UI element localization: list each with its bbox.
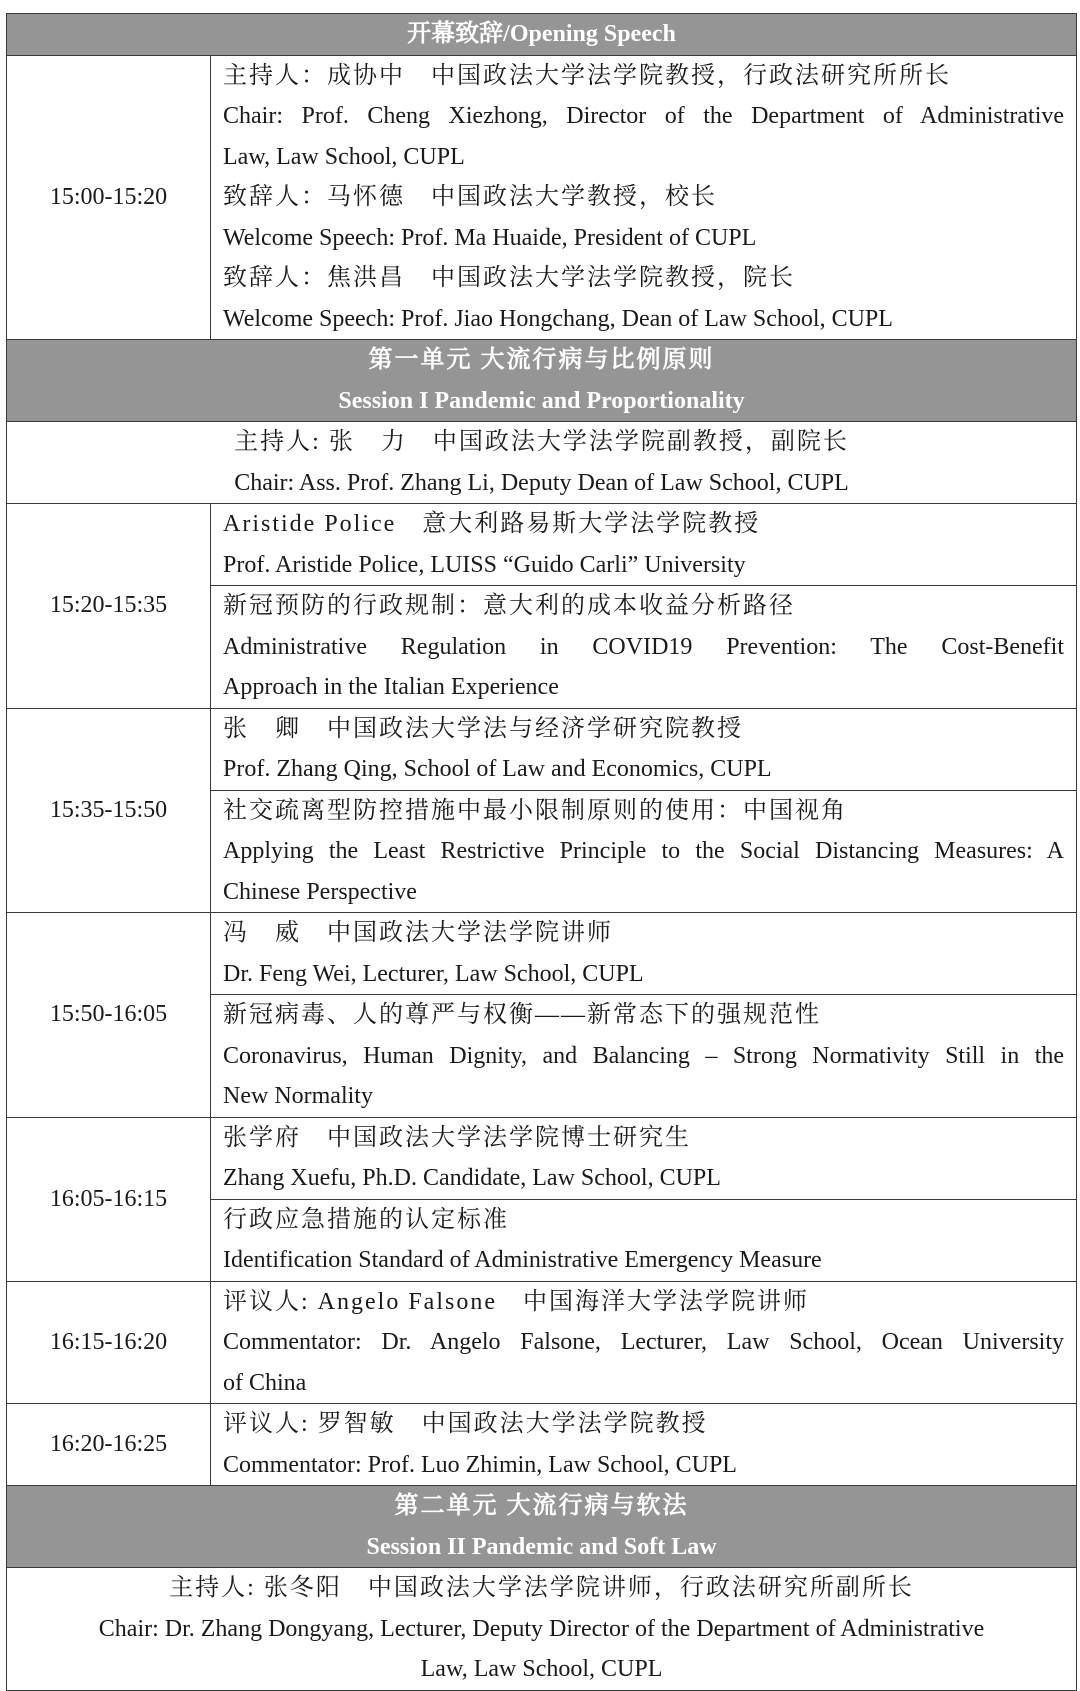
opening-speech1-cn: 致辞人：马怀德 中国政法大学教授，校长 <box>223 184 717 210</box>
session1-chair-row <box>7 422 1077 504</box>
talk-speaker-cn: 张学府 中国政法大学法学院博士研究生 <box>223 1124 691 1151</box>
talk-speaker-en: Prof. Aristide Police, LUISS “Guido Carli” University <box>223 551 746 578</box>
talk-speaker-en: Prof. Zhang Qing, School of Law and Economics, CUPL <box>223 756 772 782</box>
session2-chair-en-1: Chair: Dr. Zhang Dongyang, Lecturer, Deputy Director of the Department of Administrative <box>98 1615 985 1642</box>
talk-title-en-1: Identification Standard of Administrative Emergency Measure <box>223 1247 822 1273</box>
commentator-details <box>211 1281 1077 1404</box>
session1-header-cn: 第一单元 大流行病与比例原则 <box>368 347 715 373</box>
commentator-time: 16:20-16:25 <box>7 1404 211 1486</box>
talk-title-en-2: Chinese Perspective <box>223 878 417 905</box>
commentator-en-1: Commentator: Dr. Angelo Falsone, Lecturer, Law School, Ocean University <box>223 1329 1065 1355</box>
talk-speaker-cn: 冯 威 中国政法大学法学院讲师 <box>223 920 613 946</box>
session2-chair-row <box>7 1568 1077 1691</box>
session1-chair-cn: 主持人: 张 力 中国政法大学法学院副教授，副院长 <box>234 429 849 455</box>
talk-details <box>211 504 1077 709</box>
talk-speaker-en: Zhang Xuefu, Ph.D. Candidate, Law School, CUPL <box>223 1165 721 1191</box>
talk-row <box>7 913 1077 1118</box>
talk-row <box>7 1117 1077 1281</box>
commentator-cn: 评议人: Angelo Falsone 中国海洋大学法学院讲师 <box>223 1288 809 1315</box>
session1-header-row <box>7 340 1077 422</box>
session2-chair-en-2: Law, Law School, CUPL <box>420 1656 663 1682</box>
opening-chair-en-1: Chair: Prof. Cheng Xiezhong, Director of the Department of Administrative <box>223 103 1065 129</box>
talk-time: 15:35-15:50 <box>7 708 211 913</box>
opening-speech2-cn: 致辞人：焦洪昌 中国政法大学法学院教授，院长 <box>223 265 795 291</box>
commentator-en-1: Commentator: Prof. Luo Zhimin, Law School, CUPL <box>223 1451 737 1478</box>
session2-header-en: Session II Pandemic and Soft Law <box>366 1533 717 1560</box>
talk-title-en-2: New Normality <box>223 1083 373 1109</box>
talk-time: 15:50-16:05 <box>7 913 211 1118</box>
commentator-time: 16:15-16:20 <box>7 1281 211 1404</box>
commentator-cn: 评议人: 罗智敏 中国政法大学法学院教授 <box>223 1411 708 1437</box>
talk-row <box>7 504 1077 709</box>
talk-title-en-1: Coronavirus, Human Dignity, and Balancing – Strong Normativity Still in the <box>223 1042 1065 1069</box>
talk-title-block <box>211 994 1076 1117</box>
opening-row <box>7 55 1077 340</box>
commentator-row <box>7 1281 1077 1404</box>
program-table <box>6 13 1077 1691</box>
opening-chair-cn: 主持人：成协中 中国政法大学法学院教授，行政法研究所所长 <box>223 62 951 89</box>
session2-header-row <box>7 1486 1077 1568</box>
talk-title-cn: 行政应急措施的认定标准 <box>223 1206 509 1233</box>
opening-chair-en-2: Law, Law School, CUPL <box>223 143 465 170</box>
talk-details <box>211 913 1077 1118</box>
session1-chair-en: Chair: Ass. Prof. Zhang Li, Deputy Dean of Law School, CUPL <box>234 469 849 496</box>
talk-details <box>211 1117 1077 1281</box>
session2-header-cn: 第二单元 大流行病与软法 <box>394 1493 689 1519</box>
commentator-row <box>7 1404 1077 1486</box>
session2-chair-cn: 主持人: 张冬阳 中国政法大学法学院讲师，行政法研究所副所长 <box>169 1575 914 1601</box>
talk-title-en-2: Approach in the Italian Experience <box>223 674 559 700</box>
talk-time: 15:20-15:35 <box>7 504 211 709</box>
session1-header-en: Session I Pandemic and Proportionality <box>338 387 745 414</box>
talk-title-block <box>211 1199 1076 1281</box>
commentator-en-2: of China <box>223 1369 307 1396</box>
opening-details <box>211 55 1077 340</box>
opening-speech1-en: Welcome Speech: Prof. Ma Huaide, President of CUPL <box>223 224 757 251</box>
opening-header: 开幕致辞/Opening Speech <box>407 21 676 47</box>
talk-speaker-cn: 张 卿 中国政法大学法与经济学研究院教授 <box>223 715 743 742</box>
talk-title-en-1: Administrative Regulation in COVID19 Prevention: The Cost-Benefit <box>223 633 1065 660</box>
talk-details <box>211 708 1077 913</box>
opening-speech2-en: Welcome Speech: Prof. Jiao Hongchang, Dean of Law School, CUPL <box>223 305 893 332</box>
talk-title-block <box>211 790 1076 913</box>
opening-time: 15:00-15:20 <box>7 55 211 340</box>
talk-time: 16:05-16:15 <box>7 1117 211 1281</box>
talk-title-cn: 社交疏离型防控措施中最小限制原则的使用：中国视角 <box>223 797 847 824</box>
talk-title-en-1: Applying the Least Restrictive Principle to the Social Distancing Measures: A <box>223 838 1065 864</box>
talk-title-cn: 新冠预防的行政规制：意大利的成本收益分析路径 <box>223 593 795 619</box>
talk-title-block <box>211 585 1076 708</box>
talk-row <box>7 708 1077 913</box>
commentator-details <box>211 1404 1077 1486</box>
talk-title-cn: 新冠病毒、人的尊严与权衡——新常态下的强规范性 <box>223 1002 821 1028</box>
opening-header-row <box>7 14 1077 56</box>
talk-speaker-en: Dr. Feng Wei, Lecturer, Law School, CUPL <box>223 960 644 987</box>
talk-speaker-cn: Aristide Police 意大利路易斯大学法学院教授 <box>223 511 761 537</box>
